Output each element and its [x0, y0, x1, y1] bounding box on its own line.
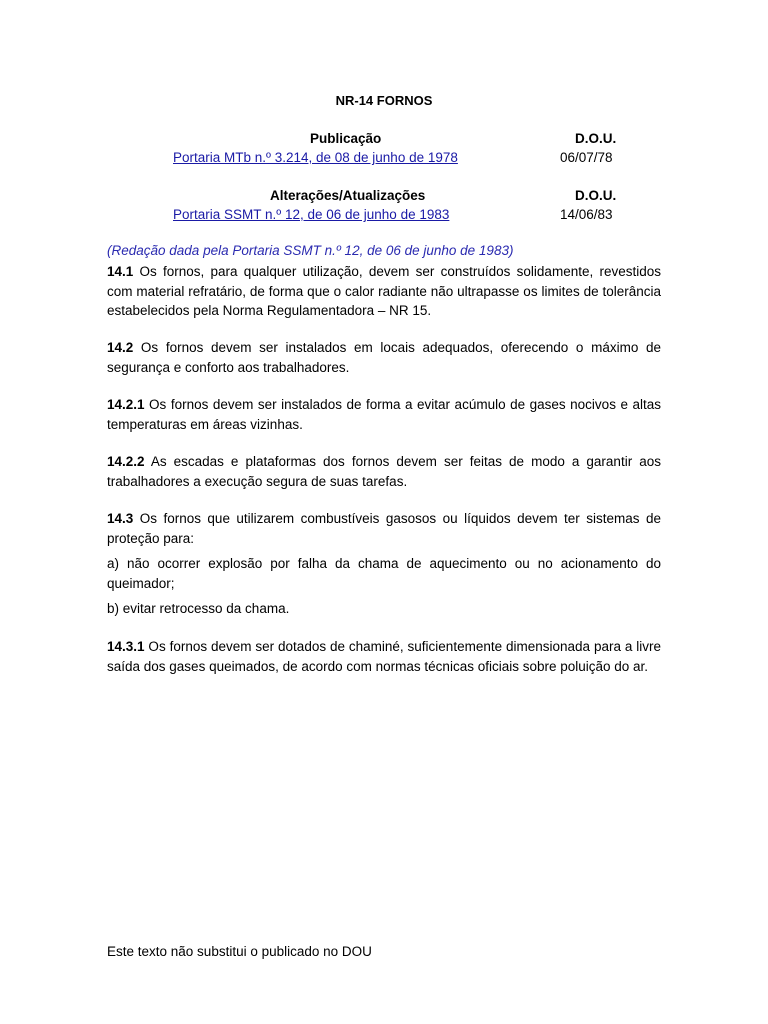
paragraph-14-1: 14.1 Os fornos, para qualquer utilização, devem ser construídos solidamente, revestidos com material refratário, de forma que o calor radiante não ultrapasse os limites de tolerância estabelecidos pela Norma Regulamentadora – NR 15.	[107, 264, 661, 318]
publication-dou-header: D.O.U.	[575, 131, 617, 146]
updates-link[interactable]: Portaria SSMT n.º 12, de 06 de junho de 1983	[173, 207, 450, 222]
publication-link[interactable]: Portaria MTb n.º 3.214, de 08 de junho de 1978	[173, 150, 458, 165]
updates-header: Alterações/Atualizações	[270, 188, 426, 203]
paragraph-14-2-2: 14.2.2 As escadas e plataformas dos fornos devem ser feitas de modo a garantir aos trabalhadores a execução segura de suas tarefas.	[107, 454, 661, 489]
paragraph-14-2-1: 14.2.1 Os fornos devem ser instalados de forma a evitar acúmulo de gases nocivos e altas temperaturas em áreas vizinhas.	[107, 397, 661, 432]
publication-date: 06/07/78	[560, 150, 613, 165]
publication-header: Publicação	[310, 131, 382, 146]
updates-date: 14/06/83	[560, 207, 613, 222]
updates-dou-header: D.O.U.	[575, 188, 617, 203]
paragraph-14-3-b: b) evitar retrocesso da chama.	[107, 601, 290, 616]
paragraph-14-3-1: 14.3.1 Os fornos devem ser dotados de chaminé, suficientemente dimensionada para a livre saída dos gases queimados, de acordo com normas técnicas oficiais sobre poluição do ar.	[107, 639, 661, 674]
paragraph-14-3: 14.3 Os fornos que utilizarem combustíveis gasosos ou líquidos devem ter sistemas de proteção para:	[107, 511, 661, 546]
footer-disclaimer: Este texto não substitui o publicado no DOU	[107, 944, 372, 959]
redaction-note: (Redação dada pela Portaria SSMT n.º 12, de 06 de junho de 1983)	[107, 243, 514, 258]
paragraph-14-3-a: a) não ocorrer explosão por falha da chama de aquecimento ou no acionamento do queimador;	[107, 556, 661, 591]
document-title: NR-14 FORNOS	[335, 93, 433, 108]
paragraph-14-2: 14.2 Os fornos devem ser instalados em locais adequados, oferecendo o máximo de segurança e conforto aos trabalhadores.	[107, 340, 661, 375]
